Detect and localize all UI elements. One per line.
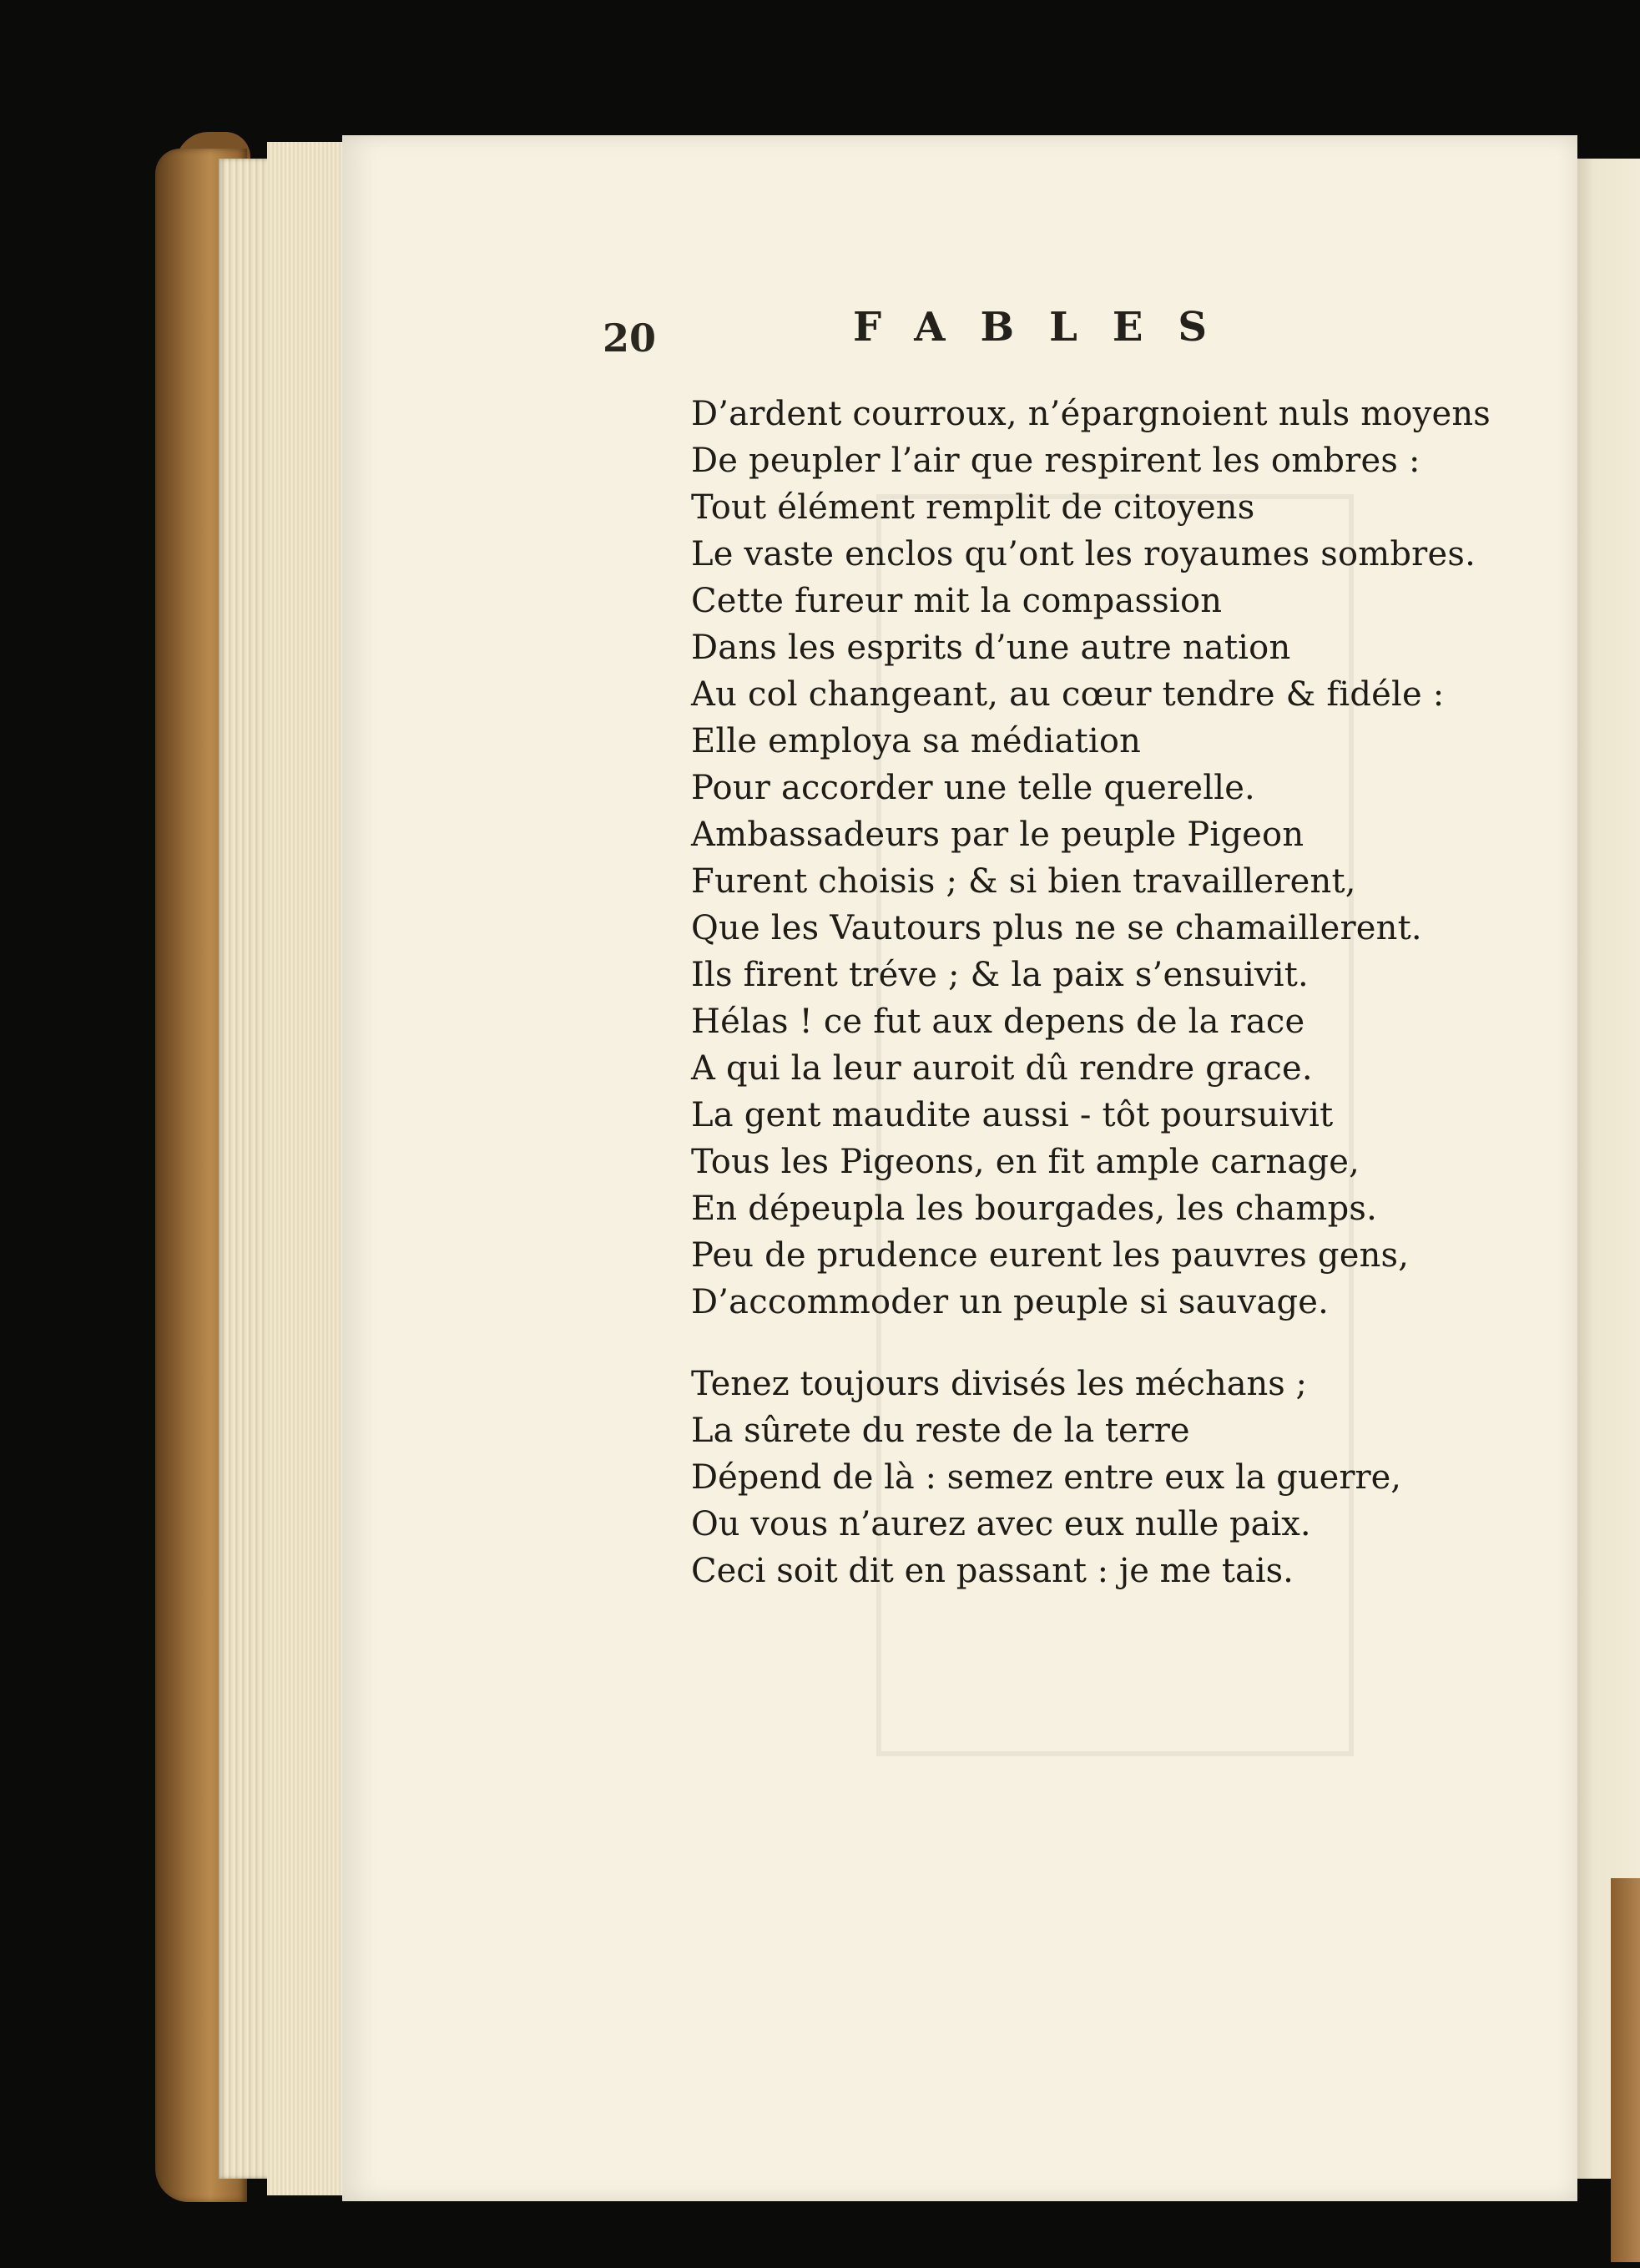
poem-line: Dans les esprits d’une autre nation: [691, 629, 1291, 667]
poem-line: Peu de prudence eurent les pauvres gens,: [691, 1236, 1410, 1275]
moral-line: La sûrete du reste de la terre: [691, 1412, 1190, 1450]
poem-line: Furent choisis ; & si bien travaillerent,: [691, 862, 1356, 901]
poem-body: [691, 391, 1567, 1326]
poem-line: Au col changeant, au cœur tendre & fidéle :: [691, 675, 1445, 714]
poem-line: D’accommoder un peuple si sauvage.: [691, 1283, 1330, 1321]
moral-line: Dépend de là : semez entre eux la guerre,: [691, 1458, 1401, 1497]
page-number: 20: [603, 316, 657, 361]
facing-page-edge: [1569, 159, 1640, 2179]
poem-line: Hélas ! ce fut aux depens de la race: [691, 1003, 1305, 1041]
poem-line: Elle employa sa médiation: [691, 722, 1142, 760]
poem-line: Ambassadeurs par le peuple Pigeon: [691, 816, 1304, 854]
moral-line: Ceci soit dit en passant : je me tais.: [691, 1552, 1294, 1590]
poem-line: La gent maudite aussi - tôt poursuivit: [691, 1096, 1334, 1134]
moral-line: Tenez toujours divisés les méchans ;: [691, 1365, 1308, 1403]
poem-line: Tous les Pigeons, en fit ample carnage,: [691, 1143, 1360, 1181]
running-title: FABLES: [853, 304, 1243, 351]
poem-line: D’ardent courroux, n’épargnoient nuls moyens: [691, 395, 1491, 433]
poem-line: Tout élément remplit de citoyens: [691, 488, 1255, 527]
poem-line: De peupler l’air que respirent les ombres :: [691, 442, 1420, 480]
poem-line: Que les Vautours plus ne se chamaillerent.: [691, 909, 1422, 947]
poem-line: Ils firent tréve ; & la paix s’ensuivit.: [691, 956, 1309, 994]
poem-line: A qui la leur auroit dû rendre grace.: [691, 1049, 1313, 1088]
book-cover-right: [1611, 1878, 1640, 2262]
poem-moral: [691, 1361, 1567, 1594]
poem-line: Pour accorder une telle querelle.: [691, 769, 1255, 807]
poem-line: Le vaste enclos qu’ont les royaumes sombres.: [691, 535, 1476, 573]
moral-line: Ou vous n’aurez avec eux nulle paix.: [691, 1505, 1311, 1543]
poem-line: Cette fureur mit la compassion: [691, 582, 1223, 620]
poem-line: En dépeupla les bourgades, les champs.: [691, 1190, 1378, 1228]
